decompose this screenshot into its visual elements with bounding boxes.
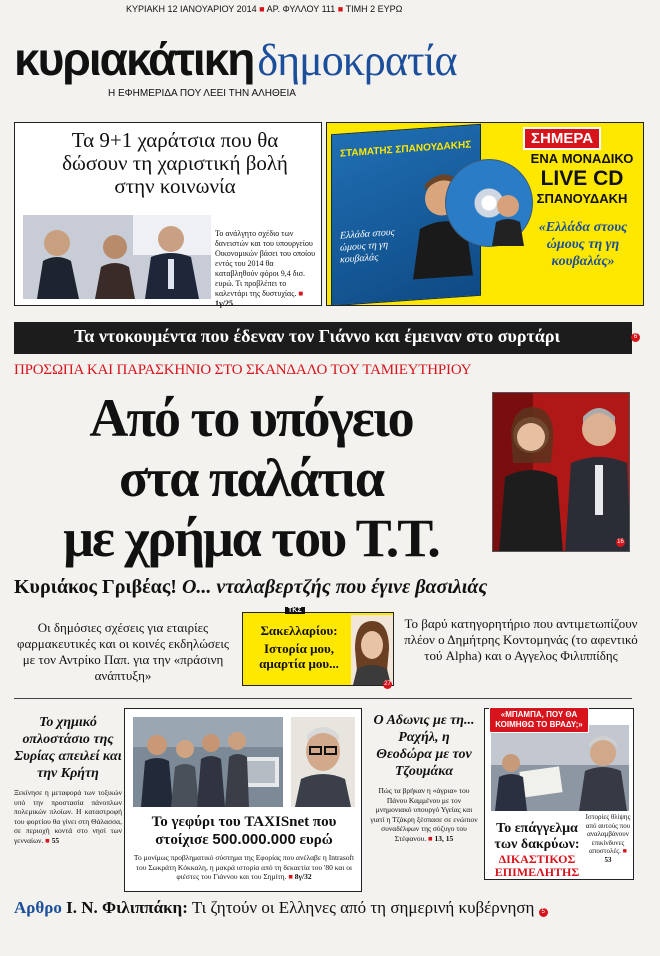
taxisnet-amount: 500.000.000 xyxy=(212,831,296,848)
banner-text: Τα ντοκουμέντα που έδεναν τον Γιάννο και έμειναν στο συρτάρι xyxy=(73,326,561,346)
adonis-story[interactable]: Ο Αδωνις με τη... Ραχήλ, η Θεοδώρα με τον Τζουμάκα Πώς τα βρήκαν η «άγρια» του Πάνου Καμμένου με τον μνημονιακό υπουργό Υγείας και γιατί η Τζάκρη ξέσπασε σε ενώπιον συναδέλφων της σύζυγο του Στέφανου. ■ 13, 15 xyxy=(370,713,478,843)
promo-line-2: LIVE CD xyxy=(540,167,624,190)
top-story-body: Το ανάλγητο σχέδιο των δανειστών και του υπουργείου Οικονομικών βάσει του οποίου εντός του 2014 θα καταβληθούν φόροι 9,4 δισ. ευρώ. Τι προβλέπει το καλεντάρι της δυστυχίας. xyxy=(215,229,316,298)
issue-price: ΤΙΜΗ 2 ΕΥΡΩ xyxy=(345,4,403,14)
sakellariou-text: Ιστορία μου, αμαρτία μου... xyxy=(259,641,339,671)
taxisnet-photo-man xyxy=(291,717,355,807)
promo-badge: ΣΗΜΕΡΑ xyxy=(523,127,601,150)
sakellariou-name: Σακελλαρίου: xyxy=(260,623,338,638)
main-right-text: Το βαρύ κατηγορητήριο που αντιμετωπίζουν πλέον ο Δημήτρης Κοντομηνάς (το αφεντικό τού Alpha) και ο Αγγελος Φιλιππίδης xyxy=(404,616,638,663)
issue-date: ΚΥΡΙΑΚΗ 12 ΙΑΝΟΥΑΡΙΟΥ 2014 xyxy=(126,4,257,14)
promo-line-1: ΕΝΑ ΜΟΝΑΔΙΚΟ xyxy=(530,151,634,166)
promo-box[interactable] xyxy=(326,122,644,306)
main-headline-line-1: Από το υπόγειο xyxy=(89,388,413,448)
taxisnet-headline-post: ευρώ xyxy=(295,832,333,848)
syria-page: 55 xyxy=(51,835,60,845)
cd-title-label: Ελλάδα στους ώμους τη γη κουβαλάς xyxy=(340,226,395,266)
subheadline-italic: Ο... νταλαβερτζής που έγινε βασιλιάς xyxy=(181,576,488,598)
article-page-badge: 5 xyxy=(539,908,548,917)
taxisnet-box[interactable]: Το γεφύρι του TAXISnet που στοίχισε 500.000.000 ευρώ Το μονίμως προβληματικό σύστημα της Εφορίας που ανέλαβε η Intrasoft του Σωκράτη Κόκκαλη, η μακρά ιστορία από τη δεκαετία του '80 και οι φιέστες του Γιάννου και του Σημίτη. ■ 8γ/32 xyxy=(124,708,362,892)
article-footer[interactable] xyxy=(14,898,638,920)
documents-banner[interactable] xyxy=(14,322,638,354)
bailiff-box[interactable]: «ΜΠΑΜΠΑ, ΠΟΥ ΘΑ ΚΟΙΜΗΘΩ ΤΟ ΒΡΑΔΥ;» Ιστορίες θλίψης από αυτούς που αναλαμβάνουν επικίνδυνες αποστολές. ■ 53 Το επάγγελμα των δακρύων: ΔΙΚΑΣΤΙΚΟΣ ΕΠΙΜΕΛΗΤΗΣ xyxy=(484,708,634,880)
sakellariou-tag: ΤΚΣ xyxy=(285,607,305,614)
issue-number: ΑΡ. ΦΥΛΛΟΥ 111 xyxy=(266,4,336,14)
article-title: Τι ζητούν οι Ελληνες από τη σημερινή κυβέρνηση xyxy=(191,898,535,917)
bailiff-page: 53 xyxy=(604,855,612,864)
top-story-page: 1γ/25 xyxy=(215,299,233,308)
banner-page-badge: 6 xyxy=(631,333,640,342)
main-headline-line-2: στα παλάτια xyxy=(118,448,384,508)
bailiff-headline: Το επάγγελμα των δακρύων: xyxy=(494,821,580,852)
main-subheadline[interactable] xyxy=(14,576,638,599)
taxisnet-headline-line-1: Το γεφύρι του TAXISnet που xyxy=(151,814,337,830)
bailiff-headline-red: ΔΙΚΑΣΤΙΚΟΣ ΕΠΙΜΕΛΗΤΗΣ xyxy=(494,852,580,879)
main-left-text: Οι δημόσιες σχέσεις για εταιρίες φαρμακευτικές και οι κοινές εκδηλώσεις με τον Αντρίκο Παπ. για την «πράσινη ανάπτυξη» xyxy=(16,620,230,683)
finance-ministers-photo xyxy=(23,215,211,299)
main-kicker: ΠΡΟΣΩΠΑ ΚΑΙ ΠΑΡΑΣΚΗΝΙΟ ΣΤΟ ΣΚΑΝΔΑΛΟ ΤΟΥ ΤΑΜΙΕΥΤΗΡΙΟΥ xyxy=(14,362,472,378)
taxisnet-page: 8γ/32 xyxy=(294,872,312,881)
syria-headline: Το χημικό οπλοστάσιο της Συρίας απειλεί και την Κρήτη xyxy=(14,715,122,781)
promo-quote: «Ελλάδα στους ώμους τη γη κουβαλάς» xyxy=(538,220,628,269)
sakellariou-box[interactable] xyxy=(242,607,394,687)
adonis-body: Πώς τα βρήκαν η «άγρια» του Πάνου Καμμένου με τον μνημονιακό υπουργό Υγείας και γιατί η Τζάκρη ξέσπασε σε ενώπιον συναδέλφων της σύζυγο του Στέφανου. xyxy=(370,786,478,843)
photo-page-badge: 16 xyxy=(617,539,624,545)
article-author: Ι. Ν. Φιλιππάκη: xyxy=(66,898,188,917)
main-headline[interactable] xyxy=(14,388,488,568)
masthead-dateline: ΚΥΡΙΑΚΗ 12 ΙΑΝΟΥΑΡΙΟΥ 2014 ■ ΑΡ. ΦΥΛΛΟΥ 111 ■ ΤΙΜΗ 2 ΕΥΡΩ xyxy=(126,4,403,14)
promo-line-3: ΣΠΑΝΟΥΔΑΚΗ xyxy=(536,191,628,206)
cd-artist-label: ΣΤΑΜΑΤΗΣ ΣΠΑΝΟΥΔΑΚΗΣ xyxy=(340,139,472,160)
sakellariou-photo xyxy=(351,615,393,685)
bailiff-photo xyxy=(491,725,629,811)
newspaper-logo xyxy=(14,33,457,85)
sakellariou-page-badge: 27 xyxy=(384,681,391,687)
main-headline-line-3: με χρήμα του Τ.Τ. xyxy=(63,508,439,568)
subheadline-bold: Κυριάκος Γριβέας! xyxy=(14,576,177,598)
syria-body: Ξεκίνησε η μεταφορά των τοξικών υπό την προστασία πάνοπλων πολεμικών πλοίων. Η καταστροφή του φορτίου θα γίνει στη Θάλασσα, σε περιοχή κοντά στο νησί των γενναίων. xyxy=(14,788,122,845)
syria-story[interactable]: Το χημικό οπλοστάσιο της Συρίας απειλεί και την Κρήτη Ξεκίνησε η μεταφορά των τοξικών υπό την προστασία πάνοπλων πολεμικών πλοίων. Η καταστροφή του φορτίου θα γίνει στη Θάλασσα, σε περιοχή κοντά στο νησί των γενναίων. ■ 55 xyxy=(14,715,122,845)
bailiff-speech-bubble: «ΜΠΑΜΠΑ, ΠΟΥ ΘΑ ΚΟΙΜΗΘΩ ΤΟ ΒΡΑΔΥ;» xyxy=(489,707,589,733)
taxisnet-body: Το μονίμως προβληματικό σύστημα της Εφορίας που ανέλαβε η Intrasoft του Σωκράτη Κόκκαλη, η μακρά ιστορία από τη δεκαετία του '80 και οι φιέστες του Γιάννου και του Σημίτη. xyxy=(133,853,355,881)
tagline: Η ΕΦΗΜΕΡΙΔΑ ΠΟΥ ΛΕΕΙ ΤΗΝ ΑΛΗΘΕΙΑ xyxy=(108,88,296,99)
article-label: Αρθρο xyxy=(14,898,62,917)
logo-black: κυριακάτικη xyxy=(14,33,254,85)
cd-disc xyxy=(445,159,533,247)
scandal-photo xyxy=(492,392,630,552)
top-story-box: Τα 9+1 χαράτσια που θα δώσουν τη χαριστική βολή στην κοινωνία Το ανάλγητο σχέδιο των δανειστών και του υπουργείου Οικονομικών βάσει του οποίου εντός του 2014 θα καταβληθούν φόροι 9,4 δισ. ευρώ. Τι προβλέπει το καλεντάρι της δυστυχίας. ■ 1γ/25 xyxy=(14,122,322,306)
taxisnet-headline-pre: στοίχισε xyxy=(155,832,213,848)
taxisnet-headline xyxy=(129,813,359,849)
taxisnet-photo-crowd xyxy=(133,717,283,807)
top-story-headline[interactable]: Τα 9+1 χαράτσια που θα δώσουν τη χαριστική βολή στην κοινωνία xyxy=(62,128,288,198)
adonis-headline: Ο Αδωνις με τη... Ραχήλ, η Θεοδώρα με τον Τζουμάκα xyxy=(373,713,475,779)
bailiff-side-text: Ιστορίες θλίψης από αυτούς που αναλαμβάνουν επικίνδυνες αποστολές. xyxy=(585,813,631,855)
adonis-page: 13, 15 xyxy=(434,833,454,843)
logo-blue: δημοκρατία xyxy=(257,36,457,85)
